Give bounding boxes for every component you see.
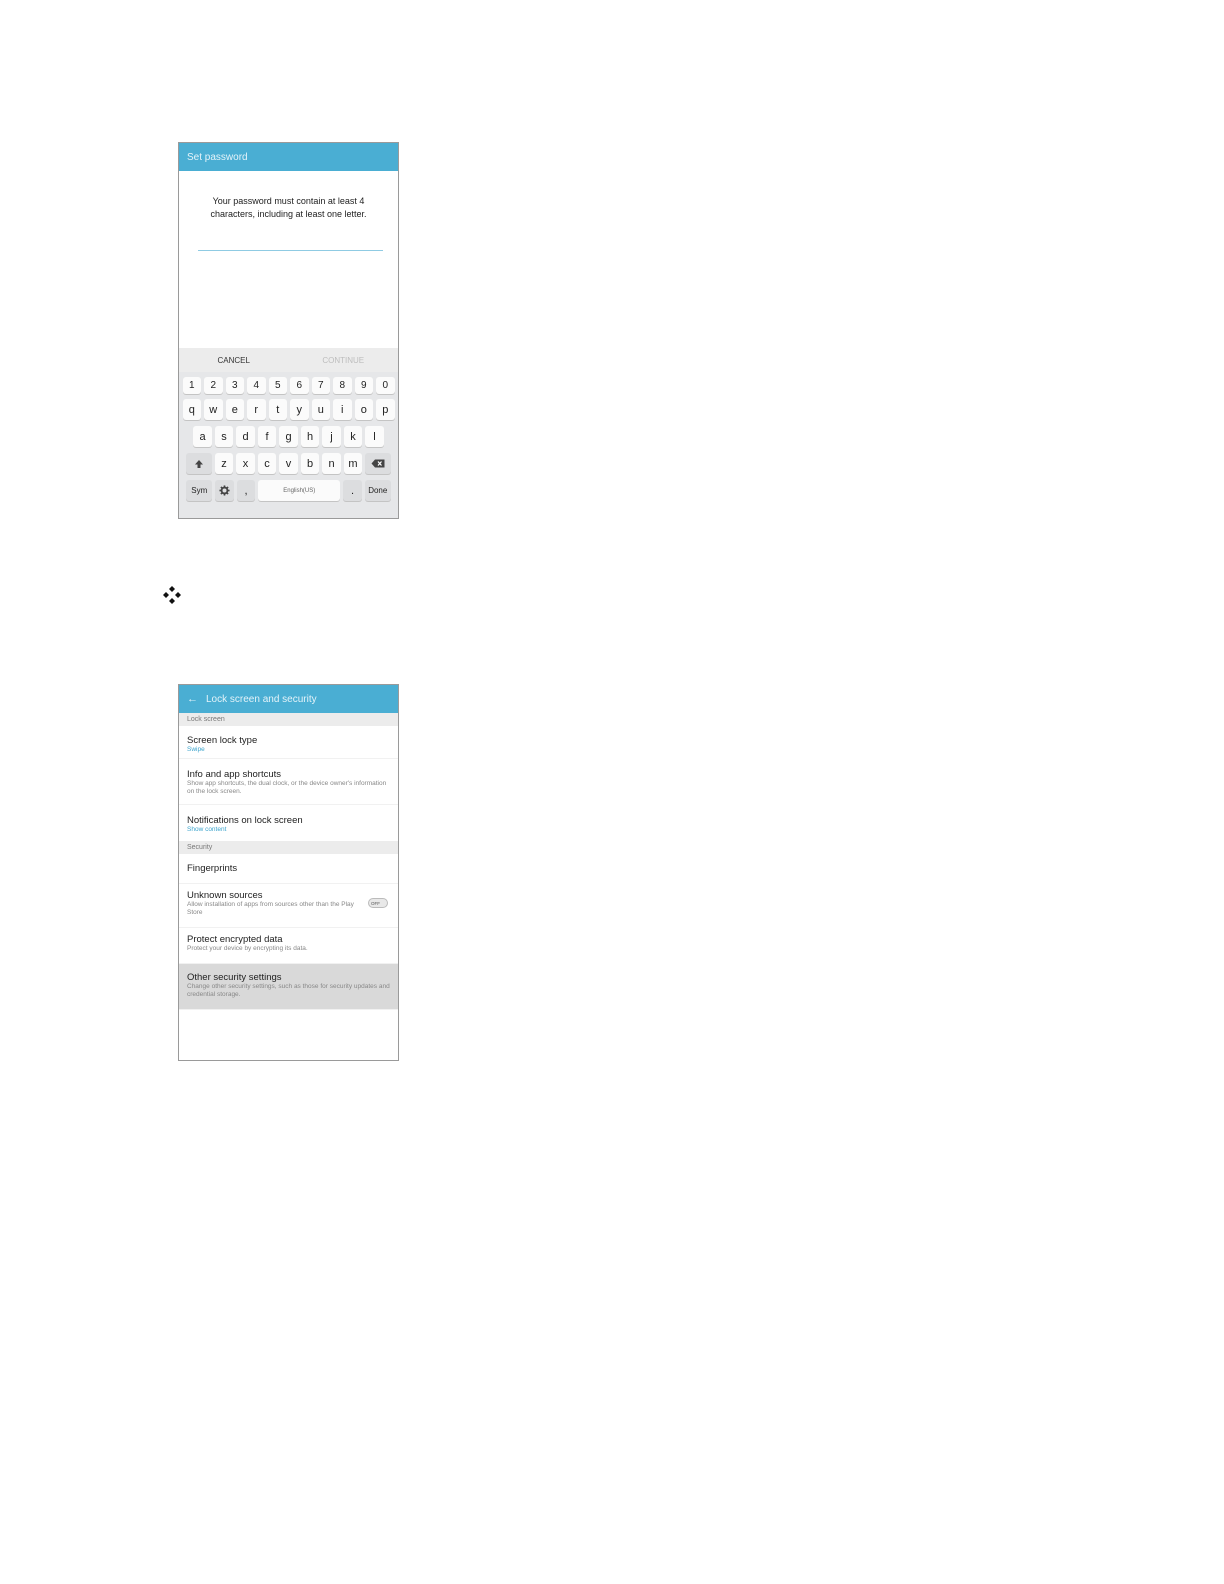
setting-title: Screen lock type [187,735,258,746]
setting-item-screen-lock-type[interactable] [179,726,398,759]
section-header-security: Security [179,841,398,854]
shift-key[interactable] [186,453,212,474]
setting-title: Protect encrypted data [187,934,283,945]
key[interactable]: j [322,426,341,447]
key[interactable]: r [247,399,266,420]
key[interactable]: s [215,426,234,447]
backspace-key[interactable] [365,453,391,474]
section-header-lock-screen: Lock screen [179,713,398,726]
unknown-sources-toggle[interactable] [368,898,388,908]
key[interactable]: i [333,399,352,420]
bullet-diamonds-icon [161,584,183,606]
continue-button[interactable]: CONTINUE [322,355,365,365]
key[interactable]: 7 [312,377,331,394]
setting-subtitle: Show content [187,826,227,833]
key[interactable]: 1 [183,377,202,394]
key[interactable]: a [193,426,212,447]
password-requirement-text: Your password must contain at least 4 characters, including at least one letter. [210,196,367,219]
sym-key[interactable]: Sym [186,480,212,501]
toggle-state-label: OFF [371,900,380,906]
key[interactable]: 4 [247,377,266,394]
key[interactable]: 9 [355,377,374,394]
key[interactable]: b [301,453,320,474]
key[interactable]: q [183,399,202,420]
setting-item-other-security-settings[interactable] [179,964,398,1010]
button-bar [179,348,398,372]
key[interactable]: w [204,399,223,420]
set-password-title: Set password [187,151,248,163]
cancel-button[interactable]: CANCEL [217,355,250,365]
key[interactable]: 2 [204,377,223,394]
keyboard-number-row [181,377,396,397]
key[interactable]: 8 [333,377,352,394]
gear-icon [219,485,230,496]
key[interactable]: f [258,426,277,447]
keyboard-bottom-row [181,480,396,505]
key[interactable]: k [344,426,363,447]
key[interactable]: y [290,399,309,420]
keyboard-row-2 [181,426,396,451]
setting-subtitle: Change other security settings, such as those for security updates and credential storage. [187,983,390,998]
set-password-screenshot [178,142,399,519]
keyboard-row-3 [181,453,396,478]
settings-key[interactable] [215,480,234,501]
key[interactable]: 6 [290,377,309,394]
backspace-icon [371,459,385,468]
key[interactable]: 0 [376,377,395,394]
key[interactable]: t [269,399,288,420]
comma-key[interactable]: , [237,480,256,501]
setting-item-unknown-sources[interactable] [179,884,398,928]
setting-title: Info and app shortcuts [187,769,282,780]
setting-title: Unknown sources [187,890,263,901]
key[interactable]: d [236,426,255,447]
key[interactable]: 5 [269,377,288,394]
key[interactable]: e [226,399,245,420]
setting-subtitle: Allow installation of apps from sources other than the Play Store [187,901,354,916]
key[interactable]: u [312,399,331,420]
key[interactable]: 3 [226,377,245,394]
lock-screen-security-screenshot [178,684,399,1061]
setting-item-info-app-shortcuts[interactable] [179,759,398,805]
key[interactable]: l [365,426,384,447]
setting-title: Notifications on lock screen [187,815,303,826]
shift-arrow-icon [194,459,204,469]
setting-title: Fingerprints [187,863,238,874]
lock-screen-title: Lock screen and security [206,693,317,705]
setting-item-fingerprints[interactable] [179,854,398,884]
period-key[interactable]: . [343,480,362,501]
key[interactable]: o [355,399,374,420]
setting-title: Other security settings [187,972,282,983]
lock-screen-appbar [179,685,398,713]
key[interactable]: v [279,453,298,474]
key[interactable]: g [279,426,298,447]
key[interactable]: c [258,453,277,474]
key[interactable]: p [376,399,395,420]
key[interactable]: x [236,453,255,474]
key[interactable]: m [344,453,363,474]
keyboard [179,372,398,518]
setting-subtitle: Protect your device by encrypting its data. [187,945,308,952]
setting-subtitle: Show app shortcuts, the dual clock, or the device owner's information on the lock screen. [187,780,387,795]
key[interactable]: n [322,453,341,474]
keyboard-row-1 [181,399,396,424]
key[interactable]: z [215,453,234,474]
done-key[interactable]: Done [365,480,391,501]
setting-item-protect-encrypted-data[interactable] [179,928,398,964]
set-password-appbar [179,143,398,171]
password-input[interactable] [198,250,383,251]
setting-item-notifications-lock-screen[interactable] [179,805,398,841]
space-key[interactable]: English(US) [258,480,340,501]
back-arrow-icon[interactable]: ← [187,693,198,705]
setting-subtitle: Swipe [187,746,205,753]
key[interactable]: h [301,426,320,447]
